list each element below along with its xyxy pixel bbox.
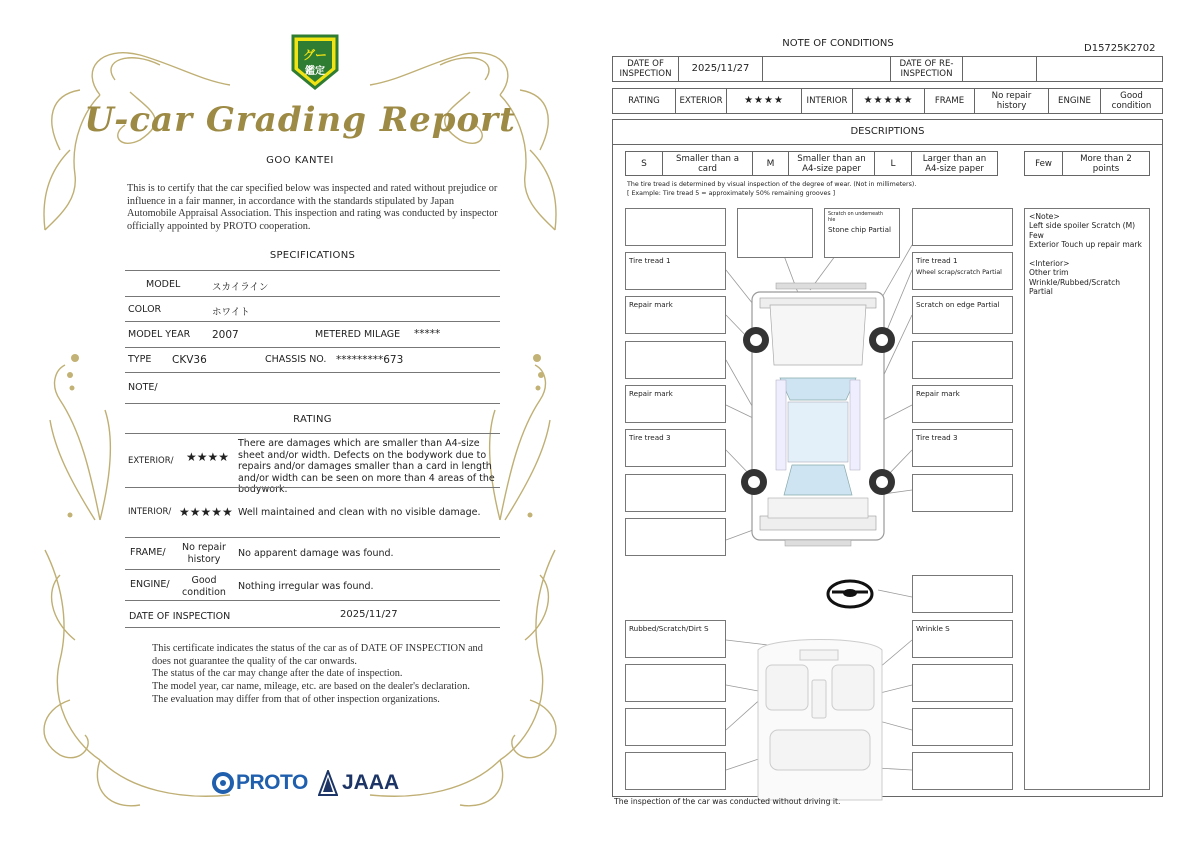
note-box-label: Tire tread 3 [916, 433, 958, 442]
goo-kantei-badge-icon [289, 32, 341, 90]
note-box-label: Wheel scrap/scratch Partial [916, 269, 1002, 276]
legend-key-m: M [753, 152, 789, 175]
certificate-footer-text: This certificate indicates the status of the car as of DATE OF INSPECTION and does not guarantee the quality of the car onwards. The status of the car may change after the date of inspection. The model year, car name, mileage, etc. are based on the dealer's declaration. The evaluation may differ from that of other inspection organizations. [152, 643, 483, 705]
divider [125, 347, 500, 348]
interior-top-view [758, 640, 882, 801]
divider [125, 270, 500, 271]
proto-logo-icon [212, 772, 236, 794]
note-box [824, 208, 900, 258]
note-box [625, 341, 726, 379]
jaaa-logo-icon [318, 770, 338, 796]
model-year-value: 2007 [212, 329, 239, 341]
note-box [625, 208, 726, 246]
badge-line1: グー [302, 48, 328, 62]
report-subtitle: GOO KANTEI [266, 155, 334, 166]
frame-value: No repair history [975, 89, 1049, 113]
type-label: TYPE [128, 354, 152, 365]
rating-label: RATING [613, 89, 676, 113]
note-box [912, 664, 1013, 702]
note-label: NOTE/ [128, 382, 158, 393]
jaaa-logo: JAAA [342, 771, 400, 794]
exterior-stars: ★★★★ [727, 89, 802, 113]
type-value: CKV36 [172, 354, 207, 366]
conditions-title: NOTE OF CONDITIONS [782, 38, 894, 49]
note-box [912, 752, 1013, 790]
note-line: Left side spoiler Scratch (M) [1029, 221, 1136, 231]
divider [125, 403, 500, 404]
note-line: Other trim [1029, 268, 1069, 278]
engine-label: ENGINE [1049, 89, 1101, 113]
note-box [625, 664, 726, 702]
note-box [625, 252, 726, 290]
note-box [625, 385, 726, 423]
note-box [912, 429, 1013, 467]
note-box-label: Tire tread 1 [916, 256, 958, 265]
note-box [912, 708, 1013, 746]
chassis-value: *********673 [336, 354, 404, 366]
frame-value: No repair history [182, 542, 226, 565]
steering-wheel-icon [828, 581, 872, 607]
note-line: Exterior Touch up repair mark [1029, 240, 1142, 250]
date-inspection-label: DATE OF INSPECTION [613, 57, 679, 81]
date-inspection-value: 2025/11/27 [679, 57, 763, 81]
car-top-view [752, 283, 884, 546]
note-of-conditions [600, 0, 1200, 848]
model-label: MODEL [146, 279, 181, 290]
note-box [912, 208, 1013, 246]
specifications-heading: SPECIFICATIONS [269, 250, 356, 261]
proto-logo: PROTO [236, 771, 308, 794]
legend-key-few: Few [1025, 152, 1063, 175]
divider [125, 537, 500, 538]
note-box-label: Repair mark [916, 389, 960, 398]
legend-text-l: Larger than an A4-size paper [922, 153, 987, 174]
divider [125, 627, 500, 628]
note-box [912, 575, 1013, 613]
engine-value: Good condition [182, 575, 226, 598]
model-year-label: MODEL YEAR [128, 329, 191, 340]
note-box-label: Stone chip Partial [828, 225, 891, 234]
tire-note-1: The tire tread is determined by visual inspection of the degree of wear. (Not in millimeters). [627, 181, 917, 188]
note-line [1029, 250, 1145, 259]
note-box [625, 708, 726, 746]
legend-text-few: More than 2 points [1080, 153, 1132, 174]
legend-key-s: S [626, 152, 663, 175]
note-box [912, 474, 1013, 512]
frame-label: FRAME [925, 89, 975, 113]
exterior-label: EXTERIOR [676, 89, 727, 113]
note-line: Partial [1029, 287, 1053, 297]
note-line: <Note> [1029, 212, 1060, 221]
note-box [737, 208, 813, 258]
rating-heading: RATING [293, 414, 332, 425]
note-line: Few [1029, 230, 1044, 240]
note-box-label: Scratch on edge Partial [916, 300, 1000, 309]
note-box [912, 252, 1013, 290]
note-box-label: Wrinkle S [916, 624, 950, 633]
interior-label: INTERIOR [802, 89, 853, 113]
model-value: スカイライン [212, 282, 269, 293]
interior-label: INTERIOR/ [128, 507, 172, 517]
legend-key-l: L [875, 152, 912, 175]
exterior-stars: ★★★★ [186, 450, 230, 464]
interior-description: Well maintained and clean with no visible damage. [238, 507, 481, 518]
note-box-label: Tire tread 1 [629, 256, 671, 265]
note-box-label: Scratch on underneath hie [828, 212, 883, 223]
badge-line2: 鑑定 [305, 66, 325, 77]
engine-label: ENGINE/ [130, 579, 170, 590]
note-box [625, 620, 726, 658]
color-value: ホワイト [212, 307, 250, 318]
metered-value: ***** [414, 328, 441, 340]
metered-label: METERED MILAGE [315, 329, 401, 340]
re-inspection-label: DATE OF RE-INSPECTION [891, 57, 963, 81]
interior-stars: ★★★★★ [853, 89, 925, 113]
divider [125, 569, 500, 570]
note-box-label: Rubbed/Scratch/Dirt S [629, 624, 709, 633]
exterior-label: EXTERIOR/ [128, 456, 174, 466]
note-line: Wrinkle/Rubbed/Scratch [1029, 277, 1121, 287]
chassis-label: CHASSIS NO. [265, 354, 327, 365]
document-id: D15725K2702 [1084, 43, 1156, 54]
certify-text: This is to certify that the car specified below was inspected and rated without prejudice or influence in a fair manner, in accordance with the standards stipulated by Japan Automobile Appraisal Association. This inspection and rating was conducted by inspector officially appointed by PROTO cooperation. [127, 183, 498, 232]
note-box-label: Repair mark [629, 300, 673, 309]
note-box-label: Repair mark [629, 389, 673, 398]
note-box [912, 296, 1013, 334]
divider [125, 487, 500, 488]
notes-panel [1024, 208, 1150, 790]
engine-description: Nothing irregular was found. [238, 581, 374, 592]
note-box [625, 429, 726, 467]
note-box [912, 341, 1013, 379]
note-box [625, 474, 726, 512]
note-box-label: Tire tread 3 [629, 433, 671, 442]
divider [125, 372, 500, 373]
note-box [912, 620, 1013, 658]
frame-label: FRAME/ [130, 547, 166, 558]
report-title: U-car Grading Report [84, 100, 516, 140]
date-label: DATE OF INSPECTION [129, 611, 231, 622]
note-box [912, 385, 1013, 423]
legend-text-m: Smaller than an A4-size paper [789, 152, 875, 175]
divider [125, 321, 500, 322]
divider [125, 433, 500, 434]
frame-description: No apparent damage was found. [238, 548, 394, 559]
inspection-footer: The inspection of the car was conducted without driving it. [614, 797, 841, 806]
note-box [625, 518, 726, 556]
divider [125, 296, 500, 297]
date-value: 2025/11/27 [340, 609, 398, 620]
engine-value: Good condition [1111, 91, 1152, 111]
note-box [625, 752, 726, 790]
note-box [625, 296, 726, 334]
color-label: COLOR [128, 304, 162, 315]
divider [125, 600, 500, 601]
legend-text-s: Smaller than a card [663, 152, 753, 175]
note-line: <Interior> [1029, 259, 1070, 269]
exterior-description: There are damages which are smaller than A4-size sheet and/or width. Defects on the bodywork due to repairs and/or damages smaller than a card in length and/or width can be seen on more than 4 areas of the bodywork. [238, 438, 495, 495]
interior-stars: ★★★★★ [179, 505, 233, 519]
descriptions-heading: DESCRIPTIONS [850, 126, 925, 137]
tire-note-2: [ Example: Tire tread 5 = approximately 50% remaining grooves ] [627, 190, 836, 197]
